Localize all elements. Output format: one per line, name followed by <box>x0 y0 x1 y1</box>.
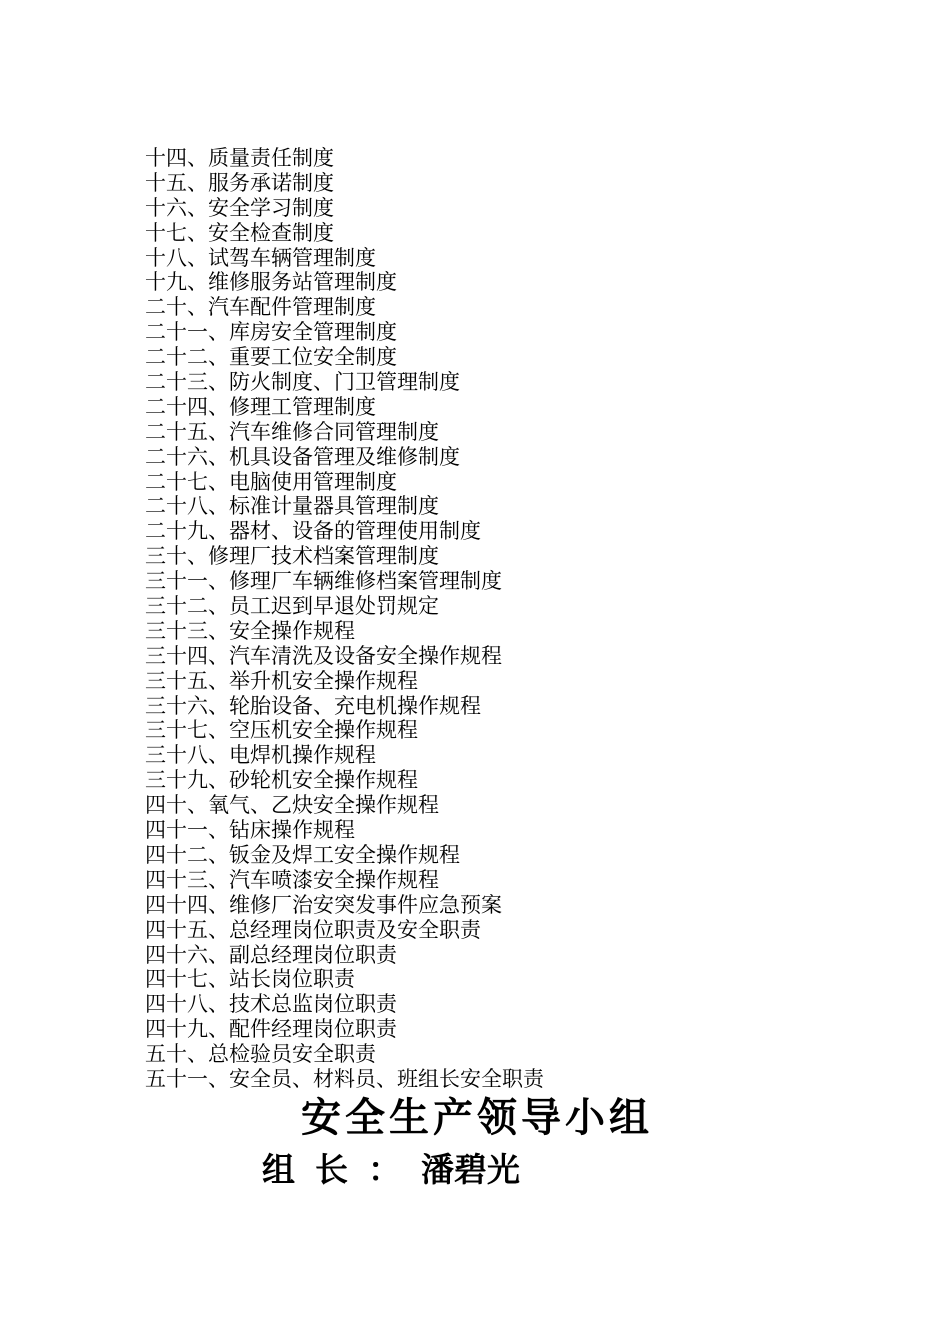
list-item: 二十一、库房安全管理制度 <box>145 320 397 345</box>
list-item: 四十九、配件经理岗位职责 <box>145 1017 397 1042</box>
list-item: 四十、氧气、乙炔安全操作规程 <box>145 793 439 818</box>
list-item: 三十、修理厂技术档案管理制度 <box>145 544 439 569</box>
section-heading <box>0 1090 950 1146</box>
list-item: 四十八、技术总监岗位职责 <box>145 992 397 1017</box>
list-item: 十四、质量责任制度 <box>145 146 334 170</box>
section-heading-text: 安全生产领导小组 <box>301 1094 653 1141</box>
list-item: 二十二、重要工位安全制度 <box>145 345 397 370</box>
list-item: 四十四、维修厂治安突发事件应急预案 <box>145 892 502 917</box>
list-item: 三十三、安全操作规程 <box>145 618 355 643</box>
list-item: 二十九、器材、设备的管理使用制度 <box>145 519 481 544</box>
list-item: 二十三、防火制度、门卫管理制度 <box>145 370 460 395</box>
list-item: 二十五、汽车维修合同管理制度 <box>145 419 439 444</box>
list-item: 三十六、轮胎设备、充电机操作规程 <box>145 693 481 718</box>
list-item: 四十五、总经理岗位职责及安全职责 <box>145 917 481 942</box>
list-item: 十七、安全检查制度 <box>145 220 334 245</box>
list-item: 十六、安全学习制度 <box>145 195 334 220</box>
list-item: 四十三、汽车喷漆安全操作规程 <box>145 867 439 892</box>
list-item: 三十五、举升机安全操作规程 <box>145 668 418 693</box>
list-item: 二十四、修理工管理制度 <box>145 394 376 419</box>
list-item: 四十二、钣金及焊工安全操作规程 <box>145 842 460 867</box>
list-item: 四十六、副总经理岗位职责 <box>145 942 397 967</box>
list-item: 十八、试驾车辆管理制度 <box>145 245 376 270</box>
list-item: 二十、汽车配件管理制度 <box>145 295 376 320</box>
list-item: 三十七、空压机安全操作规程 <box>145 718 418 743</box>
list-item: 五十一、安全员、材料员、班组长安全职责 <box>145 1066 544 1091</box>
group-leader-role: 组长： <box>262 1150 421 1189</box>
list-item: 三十二、员工迟到早退处罚规定 <box>145 594 439 619</box>
list-item: 四十一、钻床操作规程 <box>145 818 355 843</box>
group-leader-name: 潘碧光 <box>421 1150 520 1189</box>
list-item: 三十八、电焊机操作规程 <box>145 743 376 768</box>
list-item: 二十六、机具设备管理及维修制度 <box>145 444 460 469</box>
list-item: 四十七、站长岗位职责 <box>145 967 355 992</box>
list-item: 十九、维修服务站管理制度 <box>145 270 397 295</box>
list-item: 十五、服务承诺制度 <box>145 170 334 195</box>
group-leader-line <box>262 1148 520 1192</box>
list-item: 三十四、汽车清洗及设备安全操作规程 <box>145 643 502 668</box>
table-of-contents-list <box>145 146 544 1092</box>
list-item: 二十七、电脑使用管理制度 <box>145 469 397 494</box>
list-item: 三十九、砂轮机安全操作规程 <box>145 768 418 793</box>
list-item: 二十八、标准计量器具管理制度 <box>145 494 439 519</box>
list-item: 五十、总检验员安全职责 <box>145 1042 376 1067</box>
list-item: 三十一、修理厂车辆维修档案管理制度 <box>145 569 502 594</box>
